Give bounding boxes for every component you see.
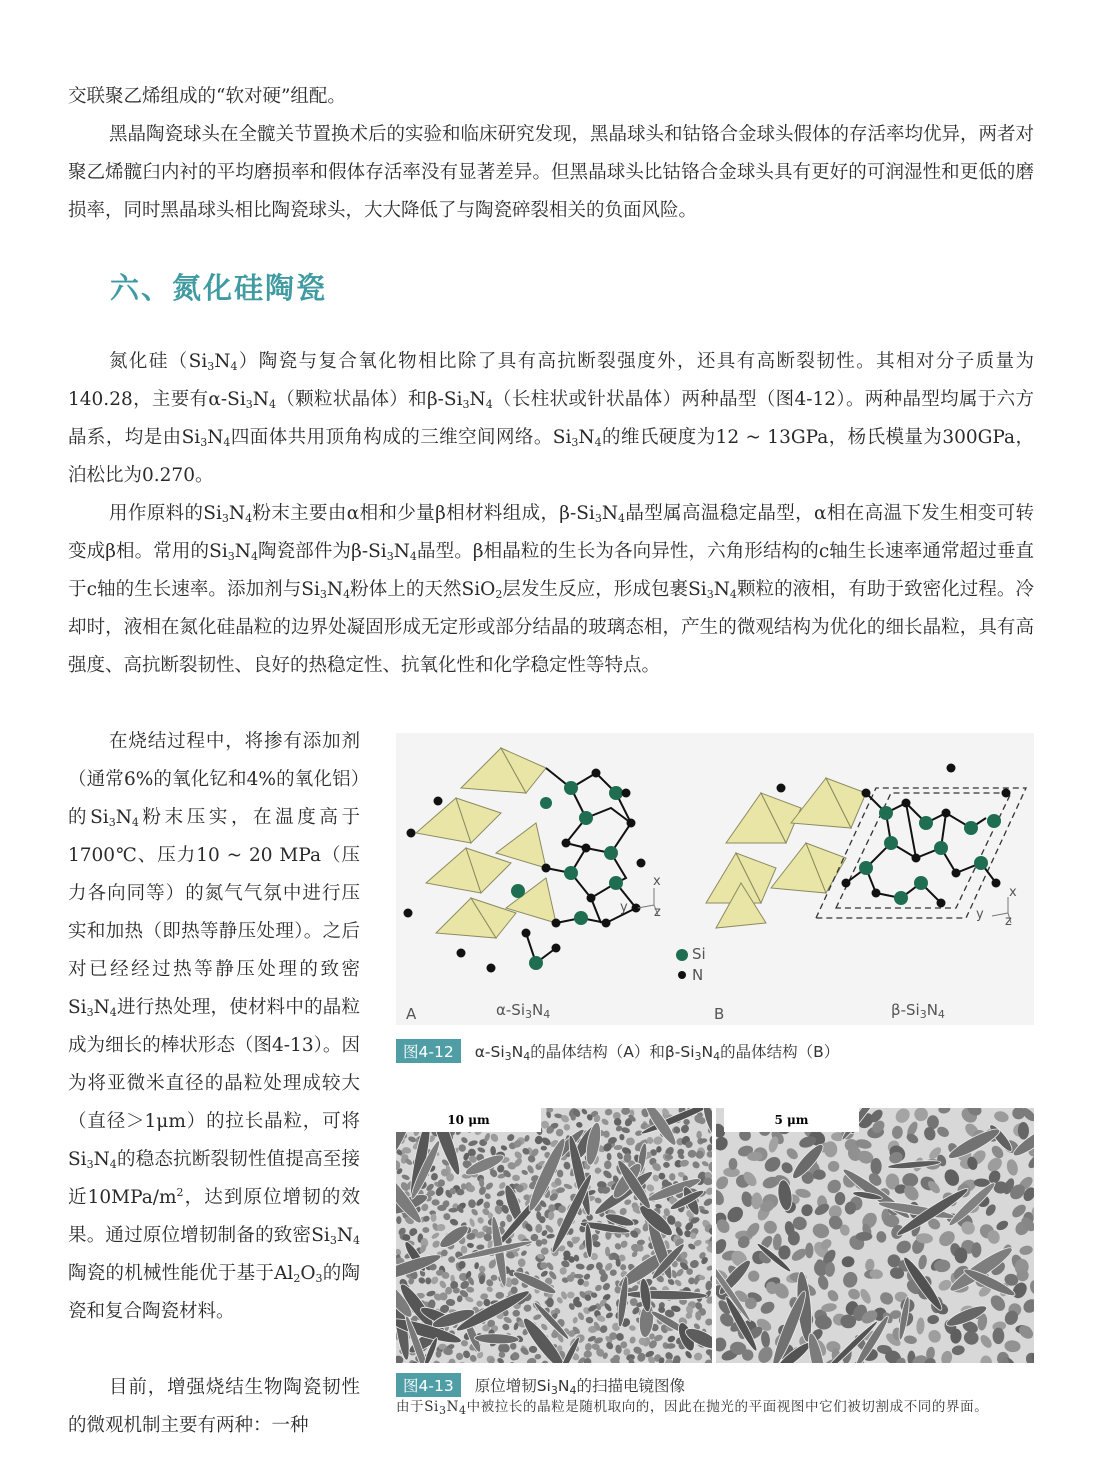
figure-4-12-caption: 图4-12 $\alpha-Si_3N_4$的晶体结构（A）和$\beta-Si_3N_4$的晶体结构（B） (396, 1039, 839, 1063)
figure-4-13-badge: 图4-13 (396, 1373, 461, 1397)
sem-texture-left (396, 1108, 712, 1363)
scale-bar-left: 10 μm (396, 1108, 541, 1132)
silicon-nitride-intro-paragraph: 氮化硅$(Si_3N_4)$陶瓷与复合氧化物相比除了具有高抗断裂强度外，还具有高断裂韧性。其相对分子质量为140.28，主要有$\alpha-Si_3N_4$（颗粒状晶体）和$\beta-Si_3N_4$（长柱状或针状晶体）两种晶型（图4-12）。两种晶型均属于六方晶系，均是由$Si_3N_4$四面体共用顶角构成的三维空间网络。$Si_3N_4$的维氏硬度为12 ~ 13GPa，杨氏模量为300GPa，泊松比为0.270。 (68, 351, 1034, 486)
axis-x-label-a: x (653, 874, 661, 889)
legend-n-dot (678, 971, 686, 979)
axis-x-label-b: x (1009, 885, 1017, 900)
figure-4-12-badge: 图4-12 (396, 1039, 461, 1063)
legend-si-dot (676, 949, 688, 961)
beta-phase-label: $\beta-Si_3N_4$ (891, 1001, 945, 1021)
sem-image-left (396, 1108, 712, 1363)
crystal-structure-drawing (396, 733, 1034, 1025)
alpha-structure (416, 748, 556, 938)
panel-a-label: A (406, 1005, 417, 1023)
intro-tail-text: 交联聚乙烯组成的“软对硬”组配。 (68, 86, 346, 107)
scale-bar-right: 5 μm (724, 1108, 859, 1132)
legend-n-label: N (692, 966, 704, 984)
black-crystal-paragraph: 黑晶陶瓷球头在全髋关节置换术后的实验和临床研究发现，黑晶球头和钴铬合金球头假体的存活率均优异，两者对聚乙烯髋臼内衬的平均磨损率和假体存活率没有显著差异。但黑晶球头比钴铬合金球头具有更好的可润湿性和更低的磨损率，同时黑晶球头相比陶瓷球头，大大降低了与陶瓷碎裂相关的负面风险。 (68, 124, 1035, 221)
beta-structure (706, 778, 866, 928)
panel-b-label: B (714, 1005, 725, 1023)
beta-si-atoms (859, 806, 1001, 905)
toughening-paragraph: 目前，增强烧结生物陶瓷韧性的微观机制主要有两种：一种 (68, 1377, 360, 1436)
raw-material-paragraph: 用作原料的$Si_3N_4$粉末主要由α相和少量β相材料组成，$\beta-Si_3N_4$晶型属高温稳定晶型，α相在高温下发生相变可转变成β相。常用的$Si_3N_4$陶瓷部件为$\beta-Si_3N_4$晶型。β相晶粒的生长为各向异性，六角形结构的c轴生长速率通常超过垂直于c轴的生长速率。添加剂与$Si_3N_4$粉体上的天然SiO$_2$层发生反应，形成包裹$Si_3N_4$颗粒的液相，有助于致密化过程。冷却时，液相在氮化硅晶粒的边界处凝固形成无定形或部分结晶的玻璃态相，产生的微观结构为优化的细长晶粒，具有高强度、高抗断裂韧性、良好的热稳定性、抗氧化性和化学稳定性等特点。 (68, 503, 1035, 676)
axis-z-label-b: z (1005, 914, 1012, 929)
axis-z-label-a: z (654, 905, 661, 920)
figure-4-13-note: 由于$Si_3N_4$中被拉长的晶粒是随机取向的，因此在抛光的平面视图中它们被切割成不同的界面。 (396, 1399, 989, 1417)
section-heading: 六、氮化硅陶瓷 (110, 271, 328, 305)
axis-y-label-a: y (620, 900, 628, 915)
figure-4-13-caption: 图4-13 原位增韧$Si_3N_4$的扫描电镜图像 (396, 1373, 685, 1397)
alpha-phase-label: $\alpha-Si_3N_4$ (496, 1001, 551, 1021)
legend-si-label: Si (692, 945, 706, 963)
sem-image-right (716, 1108, 1034, 1363)
crystal-structure-figure (396, 733, 1034, 1025)
axis-y-label-b: y (976, 907, 984, 922)
sem-texture-right (716, 1108, 1034, 1363)
sintering-paragraph: 在烧结过程中，将掺有添加剂（通常6%的氧化钇和4%的氧化铝）的$Si_3N_4$粉末压实，在温度高于1700℃、压力10 ~ 20 MPa（压力各向同等）的氮气气氛中进行压实和加热（即热等静压处理）。之后对已经经过热等静压处理的致密$Si_3N_4$进行热处理，使材料中的晶粒成为细长的棒状形态（图4-13）。因为将亚微米直径的晶粒处理成较大（直径＞1μm）的拉长晶粒，可将$Si_3N_4$的稳态抗断裂韧性值提高至接近$10MPa/m^2$，达到原位增韧的效果。通过原位增韧制备的致密$Si_3N_4$陶瓷的机械性能优于基于$Al_2O_3$的陶瓷和复合陶瓷材料。 (68, 731, 360, 1322)
